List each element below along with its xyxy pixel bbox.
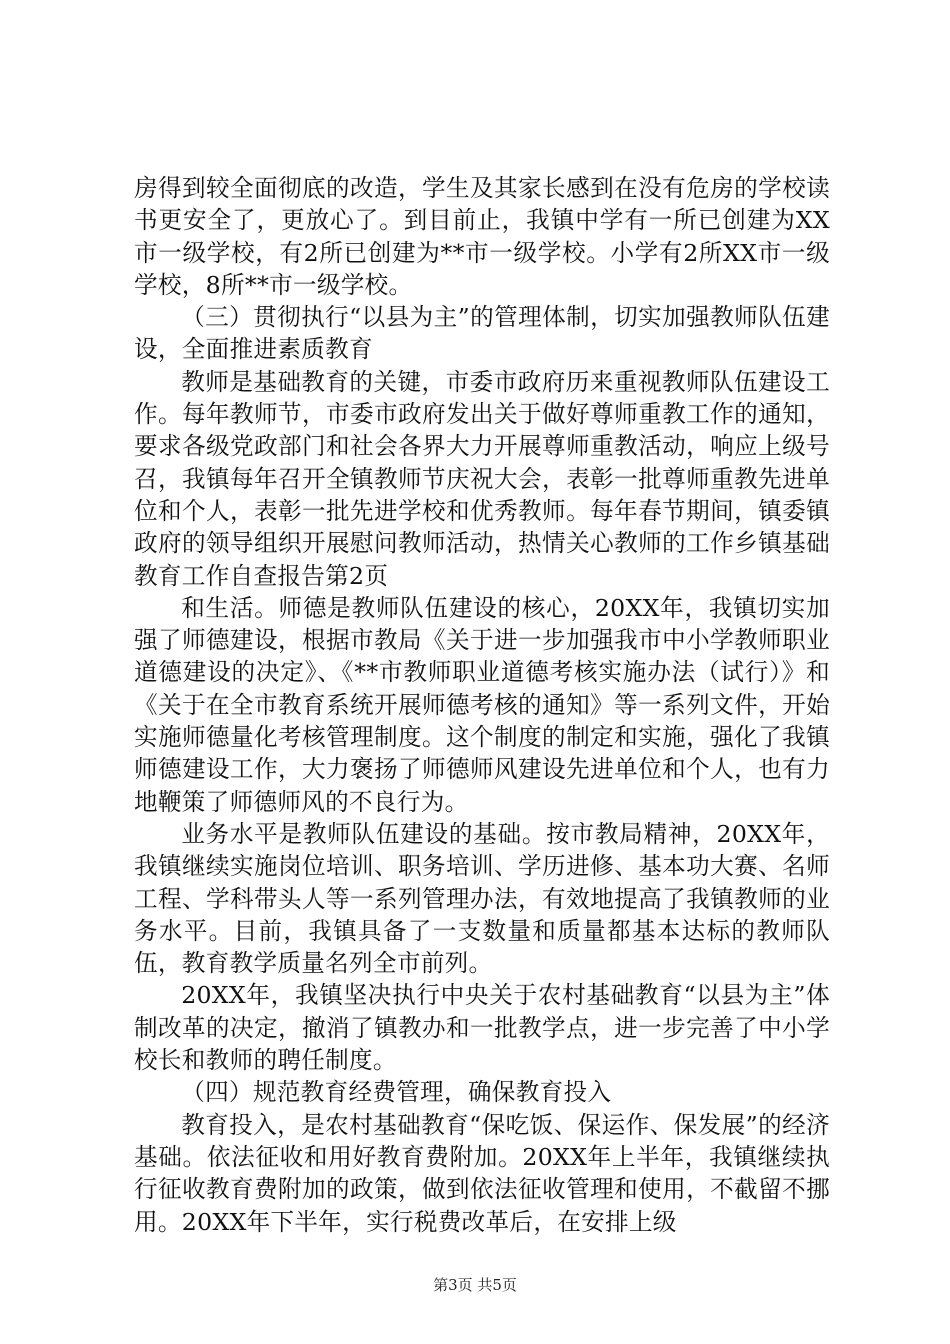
section-heading-three: （三）贯彻执行“以县为主”的管理体制，切实加强教师队伍建设，全面推进素质教育 (134, 303, 830, 364)
paragraph-teacher-importance: 教师是基础教育的关键，市委市政府历来重视教师队伍建设工作。每年教师节，市委市政府发出关于做好尊师重教工作的通知，要求各级党政部门和社会各界大力开展尊师重教活动，响应上级号召，我镇每年召开全镇教师节庆祝大会，表彰一批尊师重教先进单位和个人，表彰一批先进学校和优秀教师。每年春节期间，镇委镇政府的领导组织开展慰问教师活动，热情关心教师的工作乡镇基础教育工作自查报告第2页 (134, 367, 830, 590)
paragraph-teacher-ethics: 和生活。师德是教师队伍建设的核心，20XX年，我镇切实加强了师德建设，根据市教局《关于进一步加强我市中小学教师职业道德建设的决定》、《**市教师职业道德考核实施办法（试行）》和《关于在全市教育系统开展师德考核的通知》等一系列文件，开始实施师德量化考核管理制度。这个制度的制定和实施，强化了我镇师德建设工作，大力褒扬了师德师风建设先进单位和个人，也有力地鞭策了师德师风的不良行为。 (134, 593, 830, 816)
page-footer: 第3页 共5页 (433, 1276, 517, 1294)
paragraph-education-investment: 教育投入，是农村基础教育“保吃饭、保运作、保发展”的经济基础。依法征收和用好教育费附加。20XX年上半年，我镇继续执行征收教育费附加的政策，做到依法征收管理和使用，不截留不挪用。20XX年下半年，实行税费改革后，在安排上级 (134, 1110, 830, 1236)
section-heading-four: （四）规范教育经费管理，确保教育投入 (181, 1078, 612, 1107)
document-body (134, 172, 830, 1238)
paragraph-reform: 20XX年，我镇坚决执行中央关于农村基础教育“以县为主”体制改革的决定，撤消了镇教办和一批教学点，进一步完善了中小学校长和教师的聘任制度。 (134, 981, 830, 1075)
paragraph-continuation: 房得到较全面彻底的改造，学生及其家长感到在没有危房的学校读书更安全了，更放心了。到目前止，我镇中学有一所已创建为XX市一级学校，有2所已创建为**市一级学校。小学有2所XX市一级学校，8所**市一级学校。 (134, 174, 830, 299)
paragraph-professional-level: 业务水平是教师队伍建设的基础。按市教局精神，20XX年，我镇继续实施岗位培训、职务培训、学历进修、基本功大赛、名师工程、学科带头人等一系列管理办法，有效地提高了我镇教师的业务水平。目前，我镇具备了一支数量和质量都基本达标的教师队伍，教育教学质量名列全市前列。 (134, 819, 830, 978)
